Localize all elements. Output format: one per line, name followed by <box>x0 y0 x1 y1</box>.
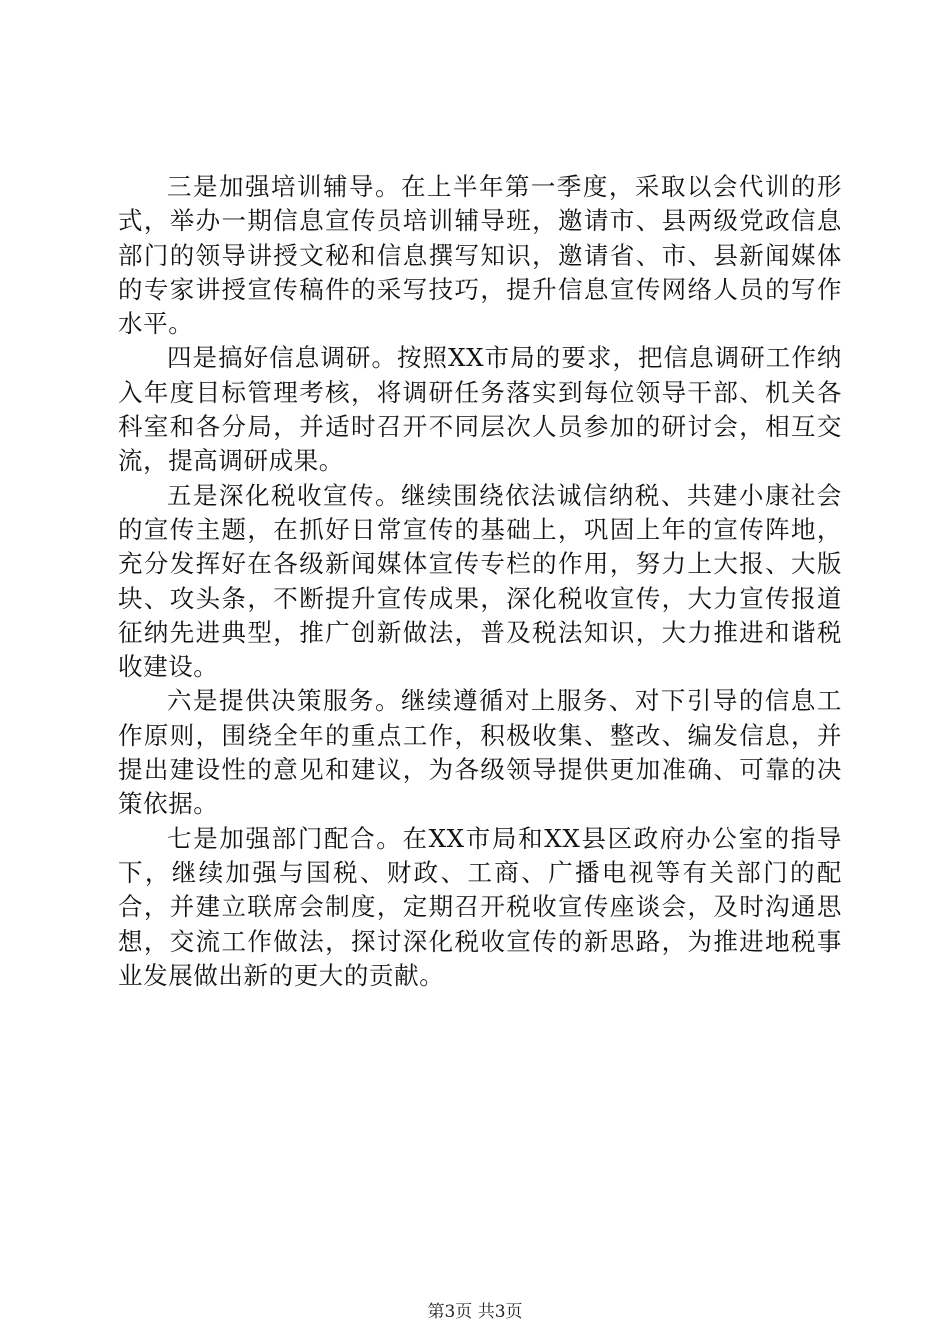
paragraph-tax-publicity: 五是深化税收宣传。继续围绕依法诚信纳税、共建小康社会的宣传主题，在抓好日常宣传的基础上，巩固上年的宣传阵地，充分发挥好在各级新闻媒体宣传专栏的作用，努力上大报、大版块、攻头条，不断提升宣传成果，深化税收宣传，大力宣传报道征纳先进典型，推广创新做法，普及税法知识，大力推进和谐税收建设。 <box>118 480 842 682</box>
paragraph-training: 三是加强培训辅导。在上半年第一季度，采取以会代训的形式，举办一期信息宣传员培训辅导班，邀请市、县两级党政信息部门的领导讲授文秘和信息撰写知识，邀请省、市、县新闻媒体的专家讲授宣传稿件的采写技巧，提升信息宣传网络人员的写作水平。 <box>118 172 842 339</box>
paragraph-decision-service: 六是提供决策服务。继续遵循对上服务、对下引导的信息工作原则，围绕全年的重点工作，积极收集、整改、编发信息，并提出建设性的意见和建议，为各级领导提供更加准确、可靠的决策依据。 <box>118 686 842 819</box>
page-footer: 第3页 共3页 <box>427 1302 523 1322</box>
document-body <box>118 170 842 993</box>
paragraph-research: 四是搞好信息调研。按照XX市局的要求，把信息调研工作纳入年度目标管理考核，将调研任务落实到每位领导干部、机关各科室和各分局，并适时召开不同层次人员参加的研讨会，相互交流，提高调研成果。 <box>118 343 842 476</box>
paragraph-department-cooperation: 七是加强部门配合。在XX市局和XX县区政府办公室的指导下，继续加强与国税、财政、工商、广播电视等有关部门的配合，并建立联席会制度，定期召开税收宣传座谈会，及时沟通思想，交流工作做法，探讨深化税收宣传的新思路，为推进地税事业发展做出新的更大的贡献。 <box>118 823 842 990</box>
